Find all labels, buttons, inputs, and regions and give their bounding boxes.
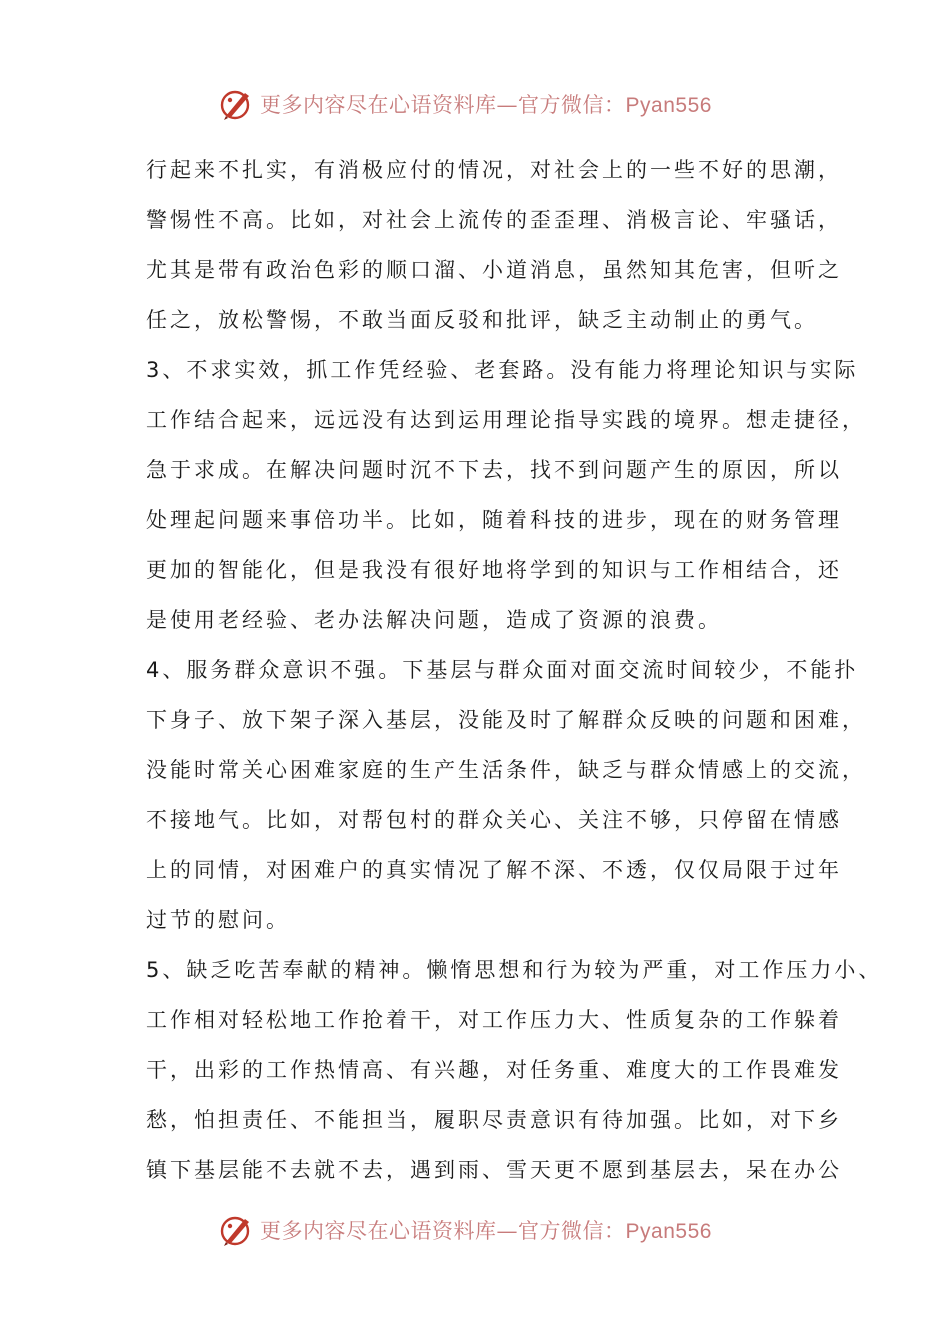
text-line: 尤其是带有政治色彩的顺口溜、小道消息，虽然知其危害，但听之 (146, 258, 842, 282)
text-line: 工作相对轻松地工作抢着干，对工作压力大、性质复杂的工作躲着 (146, 1008, 842, 1032)
watermark-text: 更多内容尽在心语资料库—官方微信：Pyan556 (260, 1219, 712, 1243)
text-line: 处理起问题来事倍功半。比如，随着科技的进步，现在的财务管理 (146, 508, 842, 532)
text-line: 上的同情，对困难户的真实情况了解不深、不透，仅仅局限于过年 (146, 858, 842, 882)
watermark-text: 更多内容尽在心语资料库—官方微信：Pyan556 (260, 93, 712, 117)
pen-logo-icon (218, 86, 254, 122)
text-line: 镇下基层能不去就不去，遇到雨、雪天更不愿到基层去，呆在办公 (146, 1158, 842, 1182)
text-line: 不接地气。比如，对帮包村的群众关心、关注不够，只停留在情感 (146, 808, 842, 832)
text-line: 警惕性不高。比如，对社会上流传的歪歪理、消极言论、牢骚话， (146, 208, 842, 232)
text-line: 行起来不扎实，有消极应付的情况，对社会上的一些不好的思潮， (146, 158, 842, 182)
pen-logo-icon (218, 1212, 254, 1248)
text-line: 更加的智能化，但是我没有很好地将学到的知识与工作相结合，还 (146, 558, 842, 582)
text-line: 急于求成。在解决问题时沉不下去，找不到问题产生的原因，所以 (146, 458, 842, 482)
header-watermark (0, 82, 950, 126)
footer-watermark (0, 1208, 950, 1252)
text-line: 干，出彩的工作热情高、有兴趣，对任务重、难度大的工作畏难发 (146, 1058, 842, 1082)
text-line: 愁，怕担责任、不能担当，履职尽责意识有待加强。比如，对下乡 (146, 1108, 842, 1132)
text-line: 下身子、放下架子深入基层，没能及时了解群众反映的问题和困难， (146, 708, 866, 732)
text-line: 工作结合起来，远远没有达到运用理论指导实践的境界。想走捷径， (146, 408, 866, 432)
text-line: 任之，放松警惕，不敢当面反驳和批评，缺乏主动制止的勇气。 (146, 308, 818, 332)
text-line: 没能时常关心困难家庭的生产生活条件，缺乏与群众情感上的交流， (146, 758, 866, 782)
text-line: 过节的慰问。 (146, 908, 290, 932)
text-line: 4、服务群众意识不强。下基层与群众面对面交流时间较少，不能扑 (146, 658, 859, 682)
text-line: 5、缺乏吃苦奉献的精神。懒惰思想和行为较为严重，对工作压力小、 (146, 958, 883, 982)
document-body (146, 145, 883, 1195)
text-line: 是使用老经验、老办法解决问题，造成了资源的浪费。 (146, 608, 722, 632)
text-line: 3、不求实效，抓工作凭经验、老套路。没有能力将理论知识与实际 (146, 358, 859, 382)
